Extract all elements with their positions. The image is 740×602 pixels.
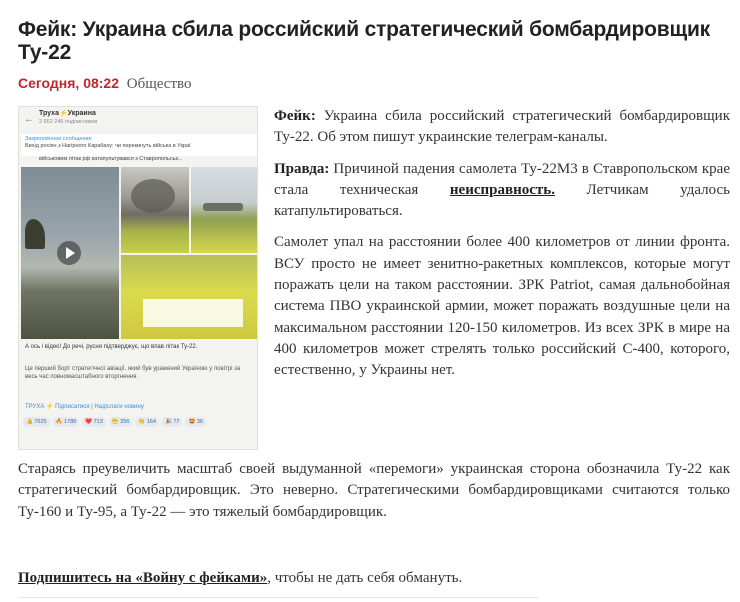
article-rubric-link[interactable]: Общество xyxy=(126,76,192,92)
telegram-subscribers: 2 662 246 подписчиков xyxy=(39,119,98,125)
distance-paragraph: Самолет упал на расстоянии более 400 километров от линии фронта. ВСУ просто не имеет зенитно-ракетных комплексов, которые могут поражать цели на таком расстоянии. ЗРК Patriot, самая дальнобойная система ПВО украинской армии, может поражать воздушные цели на максимальном расстоянии 120-150 километров. Из всех ЗРК в мире на 400 километров может стрелять только российский С-400, которого, естественно, у Украины нет. xyxy=(274,234,730,379)
reaction-badge: 👍 7625 xyxy=(23,417,50,427)
reaction-badge: ❤️ 713 xyxy=(82,417,106,427)
fake-paragraph xyxy=(274,106,730,149)
reaction-badge: 👏 164 xyxy=(135,417,159,427)
bottom-divider xyxy=(18,597,538,598)
article-text-column xyxy=(274,106,730,392)
article-date: Сегодня, 08:22 xyxy=(18,75,120,91)
reaction-badge: 🎉 77 xyxy=(162,417,183,427)
malfunction-link[interactable]: неисправность. xyxy=(449,181,555,198)
subscribe-paragraph xyxy=(18,568,730,589)
telegram-reactions xyxy=(23,417,255,427)
article-meta xyxy=(18,74,730,93)
back-arrow-icon: ← xyxy=(24,114,34,125)
telegram-links: ТРУХА ⚡ Підписатися | Надіслати новину xyxy=(25,404,144,410)
smoke-cloud xyxy=(131,179,175,213)
telegram-channel-name: Труха⚡Украина xyxy=(39,110,96,117)
aircraft-shape xyxy=(203,203,243,211)
subscribe-link[interactable]: Подпишитесь на «Войну с фейками» xyxy=(18,570,268,586)
subscribe-tail: , чтобы не дать себя обмануть. xyxy=(267,570,463,586)
telegram-media-grid xyxy=(21,167,257,339)
article xyxy=(18,18,730,454)
telegram-header xyxy=(19,107,257,133)
reaction-badge: 😁 256 xyxy=(109,417,133,427)
pinned-text: Вихід росіян з Нагірного Карабаху: чи перекинуть війська в Украї xyxy=(25,143,191,149)
play-icon xyxy=(57,241,81,265)
telegram-pinned-message xyxy=(21,134,257,156)
truth-text: Причиной падения самолета Ту-22М3 в Ставропольском крае стала техническая xyxy=(274,160,730,198)
truth-label: Правда: xyxy=(274,160,330,177)
pinned-label: Закреплённое сообщение xyxy=(25,136,92,142)
aircraft-photo xyxy=(191,167,257,253)
video-thumbnail xyxy=(21,167,119,339)
article-title: Фейк: Украина сбила российский стратегический бомбардировщик Ту-22 xyxy=(18,18,710,64)
smoke-photo xyxy=(121,167,189,253)
truth-paragraph xyxy=(274,159,730,223)
fake-text: Украина сбила российский стратегический бомбардировщик Ту-22. Об этом пишут украинские телеграм-каналы. xyxy=(274,108,730,146)
telegram-post-text: А ось і відео! До речі, русня підтверджує, що впав літак Ту-22. xyxy=(25,344,198,350)
photo-caption xyxy=(143,299,243,327)
article-content xyxy=(18,106,730,454)
reaction-badge: 🔥 1788 xyxy=(53,417,80,427)
telegram-notice: військовим літак рф катапультувався з Ставропольськ... xyxy=(39,156,183,162)
truth-tail: Летчикам удалось катапультироваться. xyxy=(274,181,731,220)
tree-silhouette xyxy=(25,219,45,249)
telegram-screenshot-image[interactable] xyxy=(18,106,258,450)
strategic-paragraph: Стараясь преувеличить масштаб своей выдуманной «перемоги» украинская сторона обозначила Ту-22 как стратегический бомбардировщик. Это неверно. Стратегическими бомбардировщиками считаются только Ту-160 и Ту-95, а Ту-22 — это тяжелый бомбардировщик. xyxy=(18,461,730,520)
field-photo xyxy=(121,255,257,339)
reaction-badge: 🤩 36 xyxy=(185,417,206,427)
fake-label: Фейк: xyxy=(274,108,316,124)
telegram-post-text-2: Це перший борт стратегічної авіації, який був уражений Україною у повітрі за весь час повномасштабного вторгнення. xyxy=(25,366,241,380)
